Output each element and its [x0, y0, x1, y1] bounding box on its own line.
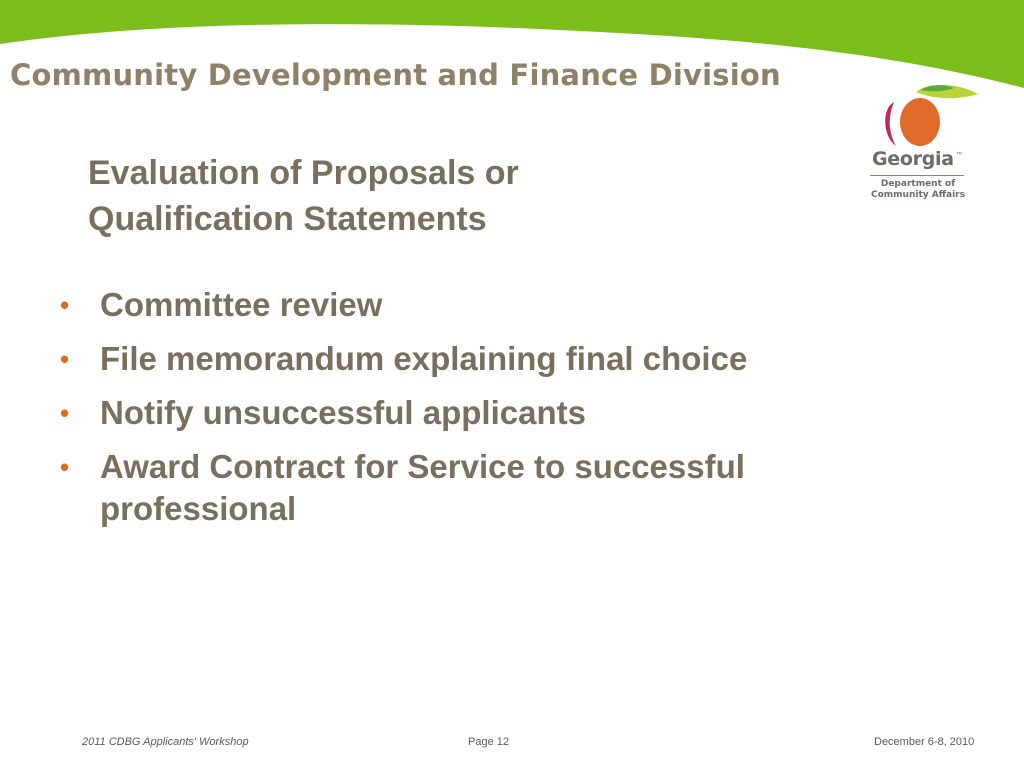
bullet-item [58, 338, 858, 380]
division-title: Community Development and Finance Division [10, 58, 781, 92]
bullet-icon: • [60, 398, 70, 428]
bullet-item [58, 392, 858, 434]
bullet-icon: • [60, 290, 70, 320]
logo-department-line: Community Affairs [871, 190, 965, 200]
bullet-item [58, 446, 858, 530]
bullet-text: Committee review [100, 286, 383, 323]
bullet-icon: • [60, 452, 70, 482]
slide-title [88, 150, 519, 242]
logo-department-line: Department of [880, 179, 956, 189]
footer-workshop: 2011 CDBG Applicants' Workshop [82, 736, 249, 748]
logo-wordmark: Georgia [872, 148, 954, 170]
slide-title-line: Qualification Statements [88, 200, 487, 238]
bullet-text: File memorandum explaining final choice [100, 340, 748, 377]
bullet-text: Award Contract for Service to successful professional [100, 448, 745, 527]
georgia-dca-logo [858, 80, 978, 205]
logo-trademark: ™ [956, 152, 962, 158]
footer-page-number: Page 12 [468, 736, 509, 748]
bullet-text: Notify unsuccessful applicants [100, 394, 586, 431]
bullet-icon: • [60, 344, 70, 374]
bullet-item [58, 284, 858, 326]
bullet-list [58, 284, 858, 542]
logo-department [858, 179, 978, 201]
peach-icon [858, 80, 978, 150]
slide-title-line: Evaluation of Proposals or [88, 154, 519, 192]
footer-date: December 6-8, 2010 [874, 736, 975, 748]
logo-divider [870, 175, 964, 176]
